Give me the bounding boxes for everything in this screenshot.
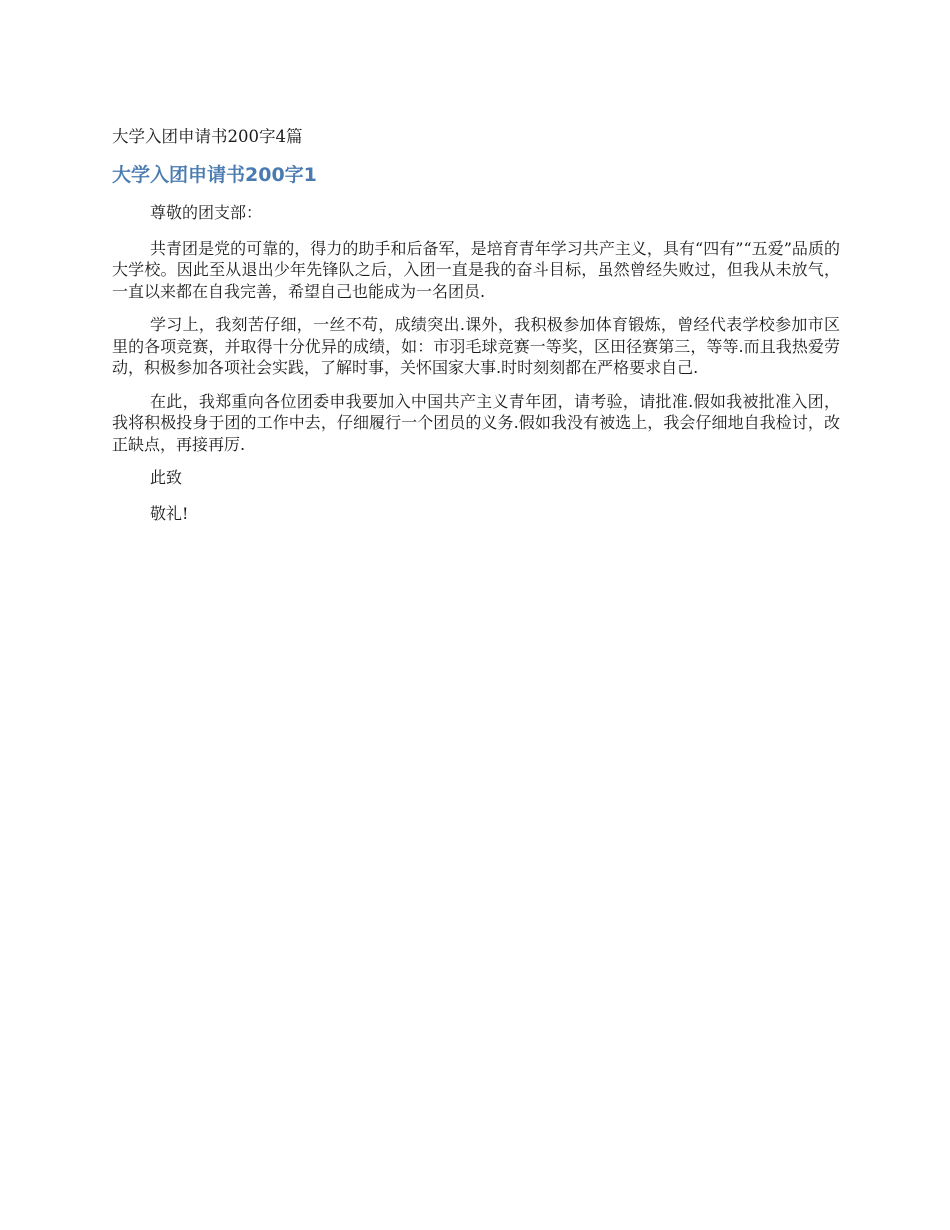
body-paragraph-1: 共青团是党的可靠的，得力的助手和后备军，是培育青年学习共产主义，具有“四有”“五爱”品质的大学校。因此至从退出少年先锋队之后，入团一直是我的奋斗目标，虽然曾经失败过，但我从未放气，一直以来都在自我完善，希望自己也能成为一名团员. <box>112 238 840 301</box>
document-title: 大学入团申请书200字4篇 <box>112 127 303 146</box>
document-content <box>112 124 840 538</box>
body-paragraph-2: 学习上，我刻苦仔细，一丝不苟，成绩突出.课外，我积极参加体育锻炼，曾经代表学校参加市区里的各项竞赛，并取得十分优异的成绩，如：市羽毛球竞赛一等奖，区田径赛第三，等等.而且我热爱劳动，积极参加各项社会实践，了解时事，关怀国家大事.时时刻刻都在严格要求自己. <box>112 315 840 377</box>
salutation: 尊敬的团支部： <box>150 203 263 222</box>
body-paragraph-3: 在此，我郑重向各位团委申我要加入中国共产主义青年团，请考验，请批准.假如我被批准入团，我将积极投身于团的工作中去，仔细履行一个团员的义务.假如我没有被选上，我会仔细地自我检讨，改正缺点，再接再厉. <box>112 391 840 454</box>
section-heading: 大学入团申请书200字1 <box>112 164 317 186</box>
closing-line-2: 敬礼! <box>150 503 189 523</box>
closing-line-1: 此致 <box>150 468 183 487</box>
